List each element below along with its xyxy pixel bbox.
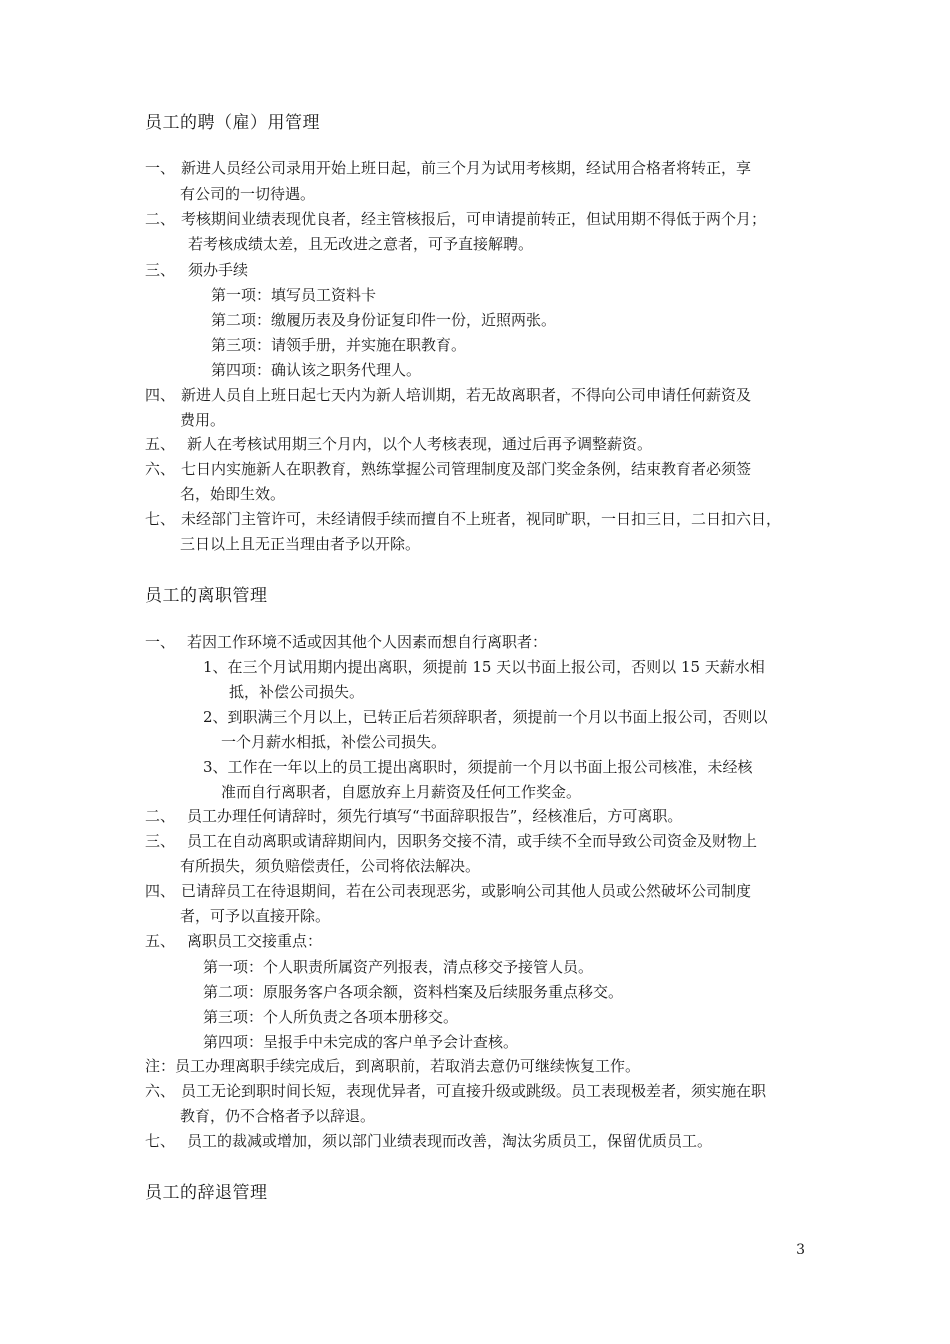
item-number: 四、 (145, 386, 176, 404)
handover-1: 第一项：个人职责所属资产列报表，清点移交予接管人员。 (203, 958, 594, 976)
section-title-hiring: 员工的聘（雇）用管理 (145, 113, 320, 133)
resign-sub-1-cont: 抵，补偿公司损失。 (229, 683, 365, 701)
resign-sub-1: 1、在三个月试用期内提出离职，须提前 15 天以书面上报公司，否则以 15 天薪水相 (203, 658, 765, 676)
item-text: 离职员工交接重点： (187, 932, 323, 950)
section-title-resignation: 员工的离职管理 (145, 586, 268, 606)
handover-3: 第三项：个人所负责之各项本册移交。 (203, 1008, 459, 1026)
item-text: 七日内实施新人在职教育，熟练掌握公司管理制度及部门奖金条例，结束教育者必须签 (181, 460, 752, 478)
resign-item-4-cont: 者，可予以直接开除。 (180, 907, 331, 925)
resign-note: 注：员工办理离职手续完成后，到离职前，若取消去意仍可继续恢复工作。 (145, 1057, 641, 1075)
procedure-3: 第三项：请领手册，并实施在职教育。 (211, 336, 467, 354)
resign-sub-3-cont: 准而自行离职者，自愿放弃上月薪资及任何工作奖金。 (221, 783, 582, 801)
resign-sub-3: 3、工作在一年以上的员工提出离职时，须提前一个月以书面上报公司核准，未经核 (203, 758, 753, 776)
hiring-item-3 (145, 260, 248, 280)
resign-item-2 (145, 806, 682, 826)
hiring-item-1-cont: 有公司的一切待遇。 (180, 185, 316, 203)
item-number: 一、 (145, 633, 176, 651)
resign-item-3-cont: 有所损失，须负赔偿责任，公司将依法解决。 (180, 857, 481, 875)
procedure-1: 第一项：填写员工资料卡 (211, 286, 377, 304)
item-text: 未经部门主管许可，未经请假手续而擅自不上班者，视同旷职，一日扣三日，二日扣六日， (181, 510, 782, 528)
item-text: 已请辞员工在待退期间，若在公司表现恶劣，或影响公司其他人员或公然破坏公司制度 (181, 882, 752, 900)
item-number: 六、 (145, 460, 176, 478)
hiring-item-4 (145, 385, 751, 405)
resign-item-4 (145, 881, 751, 901)
resign-sub-2: 2、到职满三个月以上，已转正后若须辞职者，须提前一个月以书面上报公司，否则以 (203, 708, 768, 726)
item-number: 七、 (145, 510, 176, 528)
item-text: 员工的裁减或增加，须以部门业绩表现而改善，淘汰劣质员工，保留优质员工。 (187, 1132, 713, 1150)
hiring-item-7-cont: 三日以上且无正当理由者予以开除。 (180, 535, 421, 553)
item-text: 须办手续 (188, 261, 249, 279)
hiring-item-1 (145, 158, 751, 178)
handover-2: 第二项：原服务客户各项余额，资料档案及后续服务重点移交。 (203, 983, 624, 1001)
resign-item-5 (145, 931, 322, 951)
hiring-item-6 (145, 459, 751, 479)
item-text: 员工办理任何请辞时，须先行填写“书面辞职报告”，经核准后，方可离职。 (187, 807, 683, 825)
item-number: 五、 (145, 435, 176, 453)
item-text: 新人在考核试用期三个月内，以个人考核表现，通过后再予调整薪资。 (187, 435, 653, 453)
item-number: 四、 (145, 882, 176, 900)
item-text: 新进人员经公司录用开始上班日起，前三个月为试用考核期，经试用合格者将转正，享 (181, 159, 752, 177)
procedure-2: 第二项：缴履历表及身份证复印件一份，近照两张。 (211, 311, 557, 329)
resign-item-6-cont: 教育，仍不合格者予以辞退。 (180, 1107, 376, 1125)
resign-item-7 (145, 1131, 712, 1151)
hiring-item-2 (145, 209, 766, 229)
hiring-item-6-cont: 名，始即生效。 (180, 485, 286, 503)
item-number: 六、 (145, 1082, 176, 1100)
item-number: 七、 (145, 1132, 176, 1150)
resign-item-6 (145, 1081, 766, 1101)
hiring-item-5 (145, 434, 652, 454)
hiring-item-4-cont: 费用。 (180, 411, 226, 429)
resign-sub-2-cont: 一个月薪水相抵，补偿公司损失。 (221, 733, 447, 751)
item-text: 新进人员自上班日起七天内为新人培训期，若无故离职者，不得向公司申请任何薪资及 (181, 386, 752, 404)
section-title-dismissal: 员工的辞退管理 (145, 1183, 268, 1203)
item-text: 员工无论到职时间长短，表现优异者，可直接升级或跳级。员工表现极差者，须实施在职 (181, 1082, 767, 1100)
item-number: 二、 (145, 807, 176, 825)
hiring-item-2-cont: 若考核成绩太差，且无改进之意者，可予直接解聘。 (188, 235, 534, 253)
hiring-item-7 (145, 509, 781, 529)
item-text: 员工在自动离职或请辞期间内，因职务交接不清，或手续不全而导致公司资金及财物上 (187, 832, 758, 850)
handover-4: 第四项：呈报手中未完成的客户单予会计查核。 (203, 1033, 519, 1051)
item-number: 二、 (145, 210, 176, 228)
item-number: 三、 (145, 832, 176, 850)
resign-item-3 (145, 831, 757, 851)
item-number: 五、 (145, 932, 176, 950)
procedure-4: 第四项：确认该之职务代理人。 (211, 361, 422, 379)
item-text: 若因工作环境不适或因其他个人因素而想自行离职者： (187, 633, 548, 651)
item-number: 一、 (145, 159, 176, 177)
item-number: 三、 (145, 261, 176, 279)
page-number: 3 (796, 1242, 805, 1258)
item-text: 考核期间业绩表现优良者，经主管核报后，可申请提前转正，但试用期不得低于两个月； (181, 210, 767, 228)
resign-item-1 (145, 632, 547, 652)
